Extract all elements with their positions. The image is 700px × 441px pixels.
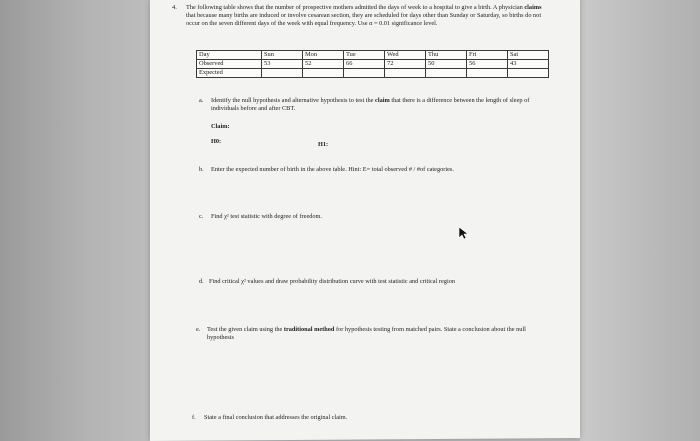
- h0-label: H0:: [211, 138, 222, 145]
- day-mon: Mon: [303, 51, 344, 60]
- expected-sun[interactable]: [262, 69, 303, 78]
- observed-wed: 72: [385, 60, 426, 69]
- observed-tue: 66: [344, 60, 385, 69]
- row-label-expected: Expected: [197, 69, 262, 78]
- part-d-text: Find critical χ² values and draw probability distribution curve with test statistic and critical region: [209, 278, 456, 285]
- part-c-label: c.: [199, 213, 204, 220]
- day-sun: Sun: [262, 51, 303, 60]
- part-b-text: Enter the expected number of birth in the above table. Hint: E= total observed # / #of categories.: [211, 166, 454, 173]
- mouse-cursor-icon: [458, 226, 468, 240]
- table-row-observed: [197, 60, 549, 69]
- row-label-observed: Observed: [197, 60, 262, 69]
- frequency-table: [196, 50, 549, 78]
- table-row-expected: [197, 69, 549, 78]
- expected-wed[interactable]: [385, 69, 426, 78]
- part-a-label: a.: [199, 97, 204, 104]
- part-d-label: d.: [199, 278, 204, 285]
- question-text: The following table shows that the number of prospective mothers admitted the days of week to a hospital to give a birth. A physician claims that because many births are induced or involve cesarean section, they are scheduled for days other than Sunday or Saturday, so births do not occur on the seven different days of the week with equal frequency. Use α = 0.01 significance level.: [186, 4, 542, 28]
- part-c-text: Find χ² test statistic with degree of freedom.: [211, 213, 323, 220]
- day-thu: Thu: [426, 51, 467, 60]
- question-number: 4.: [172, 4, 177, 11]
- observed-mon: 52: [303, 60, 344, 69]
- part-f-text: State a final conclusion that addresses the original claim.: [204, 414, 348, 421]
- h1-label: H1:: [318, 141, 329, 148]
- part-e-label: e.: [196, 326, 201, 333]
- observed-thu: 50: [426, 60, 467, 69]
- day-sat: Sat: [508, 51, 549, 60]
- part-f-label: f.: [192, 414, 196, 421]
- observed-fri: 56: [467, 60, 508, 69]
- part-a-text: Identify the null hypothesis and alternative hypothesis to test the claim that there is a difference between the length of sleep of individuals before and after CBT.: [211, 97, 530, 113]
- expected-sat[interactable]: [508, 69, 549, 78]
- day-wed: Wed: [385, 51, 426, 60]
- background-right: [580, 0, 700, 441]
- expected-tue[interactable]: [344, 69, 385, 78]
- day-fri: Fri: [467, 51, 508, 60]
- expected-thu[interactable]: [426, 69, 467, 78]
- observed-sat: 43: [508, 60, 549, 69]
- observed-sun: 53: [262, 60, 303, 69]
- claim-label: Claim:: [211, 123, 230, 130]
- background-left: [0, 0, 150, 441]
- table-row-day: [197, 51, 549, 60]
- expected-mon[interactable]: [303, 69, 344, 78]
- expected-fri[interactable]: [467, 69, 508, 78]
- day-tue: Tue: [344, 51, 385, 60]
- part-b-label: b.: [199, 166, 204, 173]
- part-e-text: Test the given claim using the traditional method for hypothesis testing from matched pairs. State a conclusion about the null hypothesis: [207, 326, 526, 342]
- claims-emphasis: claims: [524, 4, 542, 11]
- row-label-day: Day: [197, 51, 262, 60]
